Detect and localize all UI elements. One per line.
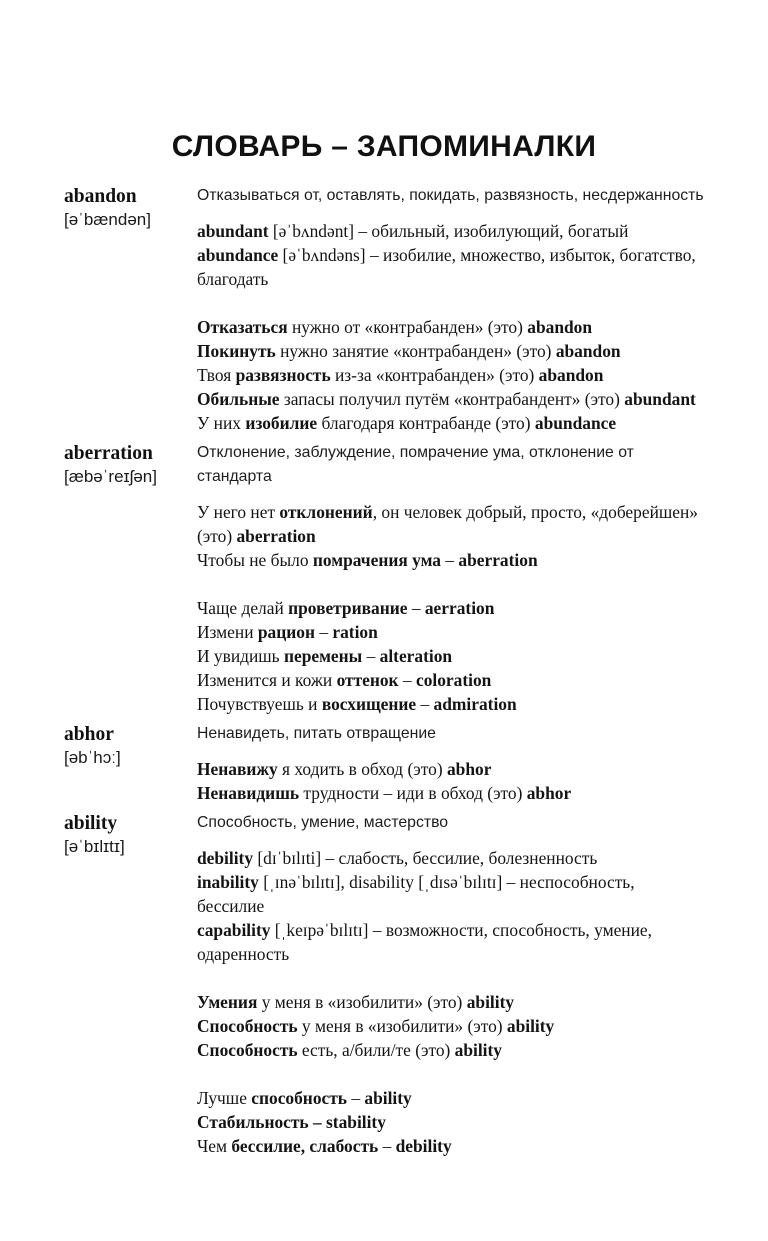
headword-ipa: [əbˈhɔː] <box>64 748 121 767</box>
dictionary-entry-abhor <box>64 722 704 805</box>
definition: Отказываться от, оставлять, покидать, развязность, несдержанность <box>197 187 704 204</box>
mnemonic-line: У них изобилие благодаря контрабанде (это) abundance <box>197 413 617 433</box>
mnemonic-line: Обильные запасы получил путём «контрабандент» (это) abundant <box>197 389 696 409</box>
page-title: СЛОВАРЬ – ЗАПОМИНАЛКИ <box>171 130 597 163</box>
headword-ipa: [əˈbændən] <box>64 210 151 229</box>
definition: Способность, умение, мастерство <box>197 814 449 831</box>
derivative-line: abundant [əˈbʌndənt] – обильный, изобилующий, богатый <box>197 221 629 241</box>
entry-body <box>197 811 704 1158</box>
mnemonics-block <box>197 990 704 1062</box>
mnemonic-line: Чем бессилие, слабость – debility <box>197 1136 452 1156</box>
derivative-line: inability [ˌɪnəˈbɪlɪtɪ], disability [ˌdɪsəˈbɪlɪtɪ] – неспособность, бессилие <box>197 872 635 916</box>
mnemonic-line: Изменится и кожи оттенок – coloration <box>197 670 492 690</box>
headword-column <box>64 441 197 489</box>
headword-column <box>64 184 197 232</box>
headword-ipa: [əˈbɪlɪtɪ] <box>64 837 125 856</box>
entry-body <box>197 184 704 435</box>
headword-column <box>64 811 197 859</box>
mnemonics-block-secondary <box>197 1086 704 1158</box>
mnemonic-line: Стабильность – stability <box>197 1112 386 1132</box>
mnemonic-line: Ненавижу я ходить в обход (это) abhor <box>197 759 492 779</box>
derivatives-block <box>197 846 704 966</box>
dictionary-entry-aberration <box>64 441 704 716</box>
headword-ipa: [æbəˈreɪʃən] <box>64 467 157 486</box>
mnemonic-line: У него нет отклонений, он человек добрый, просто, «доберейшен» (это) aberration <box>197 502 698 546</box>
entry-body <box>197 441 704 716</box>
headword: ability <box>64 813 118 834</box>
derivative-line: abundance [əˈbʌndəns] – изобилие, множество, избыток, богатство, благодать <box>197 245 696 289</box>
mnemonic-line: Отказаться нужно от «контрабанден» (это) abandon <box>197 317 593 337</box>
derivatives-block <box>197 219 704 291</box>
mnemonic-line: Чаще делай проветривание – aerration <box>197 598 495 618</box>
headword: abhor <box>64 724 114 745</box>
mnemonic-line: Ненавидишь трудности – иди в обход (это) abhor <box>197 783 572 803</box>
mnemonic-line: Лучше способность – ability <box>197 1088 412 1108</box>
mnemonic-line: Умения у меня в «изобилити» (это) ability <box>197 992 515 1012</box>
headword-column <box>64 722 197 770</box>
entry-body <box>197 722 704 805</box>
mnemonic-line: И увидишь перемены – alteration <box>197 646 453 666</box>
dictionary-entry-ability <box>64 811 704 1158</box>
mnemonic-line: Измени рацион – ration <box>197 622 378 642</box>
derivative-line: capability [ˌkeɪpəˈbɪlɪtɪ] – возможности, способность, умение, одаренность <box>197 920 652 964</box>
entry-list <box>64 184 704 1160</box>
derivative-line: debility [dɪˈbɪlɪti] – слабость, бессилие, болезненность <box>197 848 598 868</box>
mnemonic-line: Способность есть, а/били/те (это) ability <box>197 1040 503 1060</box>
definition: Отклонение, заблуждение, помрачение ума, отклонение от стандарта <box>197 444 634 485</box>
mnemonic-line: Способность у меня в «изобилити» (это) ability <box>197 1016 555 1036</box>
mnemonic-line: Твоя развязность из-за «контрабанден» (это) abandon <box>197 365 604 385</box>
headword: aberration <box>64 443 153 464</box>
mnemonics-block <box>197 500 704 572</box>
mnemonics-block <box>197 757 704 805</box>
dictionary-entry-abandon <box>64 184 704 435</box>
mnemonic-line: Чтобы не было помрачения ума – aberration <box>197 550 538 570</box>
mnemonics-block-secondary <box>197 596 704 716</box>
mnemonic-line: Покинуть нужно занятие «контрабанден» (это) abandon <box>197 341 621 361</box>
mnemonics-block <box>197 315 704 435</box>
headword: abandon <box>64 186 137 207</box>
definition: Ненавидеть, питать отвращение <box>197 725 436 742</box>
mnemonic-line: Почувствуешь и восхищение – admiration <box>197 694 517 714</box>
